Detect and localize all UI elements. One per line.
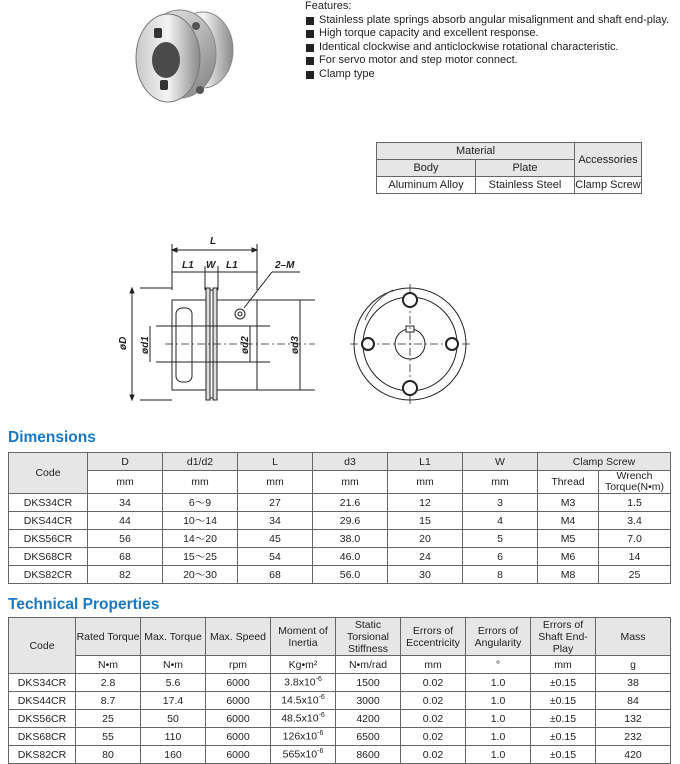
col-code: Code xyxy=(9,453,88,494)
dimensions-heading: Dimensions xyxy=(8,429,96,446)
table-row xyxy=(9,746,671,764)
table-row xyxy=(9,548,671,566)
bullet-square-icon xyxy=(306,30,314,38)
body-header: Body xyxy=(377,160,476,177)
table-cell: 3.4 xyxy=(599,512,671,530)
model-code: DKS34CR xyxy=(9,674,76,692)
table-cell: 132 xyxy=(596,710,671,728)
table-cell: 68 xyxy=(88,548,163,566)
model-code: DKS34CR xyxy=(9,494,88,512)
dim-L: L xyxy=(210,236,217,247)
inertia-cell xyxy=(271,692,336,710)
bullet-square-icon xyxy=(306,17,314,25)
table-cell: 0.02 xyxy=(401,692,466,710)
table-cell: 1.0 xyxy=(466,674,531,692)
unit: g xyxy=(596,656,671,674)
table-cell: 6 xyxy=(463,548,538,566)
model-code: DKS44CR xyxy=(9,692,76,710)
inertia-cell xyxy=(271,746,336,764)
table-cell: 6000 xyxy=(206,746,271,764)
table-cell: M6 xyxy=(538,548,599,566)
col-thread: Thread xyxy=(538,471,599,494)
table-cell: 6500 xyxy=(336,728,401,746)
col-code: Code xyxy=(9,618,76,674)
inertia-mantissa: 126x10 xyxy=(282,730,318,743)
model-code: DKS68CR xyxy=(9,728,76,746)
table-cell: 38 xyxy=(596,674,671,692)
unit: mm xyxy=(401,656,466,674)
table-cell: 20 xyxy=(388,530,463,548)
table-cell: 10～14 xyxy=(163,512,238,530)
table-cell: 55 xyxy=(76,728,141,746)
table-cell: 8600 xyxy=(336,746,401,764)
table-cell: ±0.15 xyxy=(531,746,596,764)
table-cell: 6000 xyxy=(206,692,271,710)
material-table xyxy=(376,142,642,194)
table-cell: 54 xyxy=(238,548,313,566)
body-value: Aluminum Alloy xyxy=(377,177,476,194)
table-cell: ±0.15 xyxy=(531,674,596,692)
dim-2M: 2–M xyxy=(275,260,295,271)
model-code: DKS56CR xyxy=(9,710,76,728)
table-cell: 56 xyxy=(88,530,163,548)
table-cell: 6～9 xyxy=(163,494,238,512)
table-cell: M8 xyxy=(538,566,599,584)
table-cell: 1.0 xyxy=(466,710,531,728)
table-cell: 0.02 xyxy=(401,746,466,764)
table-cell: 1.0 xyxy=(466,746,531,764)
col-D: D xyxy=(88,453,163,471)
dim-d1: ød1 xyxy=(140,336,151,354)
table-cell: 1.0 xyxy=(466,728,531,746)
col-W: W xyxy=(463,453,538,471)
table-cell: M5 xyxy=(538,530,599,548)
table-cell: 12 xyxy=(388,494,463,512)
inertia-mantissa: 14.5x10 xyxy=(281,694,319,707)
dimensions-table xyxy=(8,452,671,584)
feature-item: For servo motor and step motor connect. xyxy=(305,54,675,68)
col-angularity: Errors of Angularity xyxy=(466,618,531,656)
dim-D: øD xyxy=(118,336,129,350)
unit: Kg•m² xyxy=(271,656,336,674)
table-cell: 8 xyxy=(463,566,538,584)
table-cell: 232 xyxy=(596,728,671,746)
inertia-mantissa: 48.5x10 xyxy=(281,712,319,725)
table-cell: M4 xyxy=(538,512,599,530)
material-header: Material xyxy=(377,143,575,160)
feature-item: Clamp type xyxy=(305,68,675,82)
table-cell: 20～30 xyxy=(163,566,238,584)
table-cell: 1.5 xyxy=(599,494,671,512)
table-cell: 0.02 xyxy=(401,674,466,692)
table-cell: 82 xyxy=(88,566,163,584)
table-cell: 7.0 xyxy=(599,530,671,548)
coupling-product-photo xyxy=(118,0,248,118)
table-row xyxy=(9,692,671,710)
features-title: Features: xyxy=(305,0,352,12)
col-rated-torque: Rated Torque xyxy=(76,618,141,656)
col-max-torque: Max. Torque xyxy=(141,618,206,656)
unit: rpm xyxy=(206,656,271,674)
unit: mm xyxy=(388,471,463,494)
table-cell: 25 xyxy=(76,710,141,728)
inertia-exponent: -6 xyxy=(318,712,325,720)
table-cell: 5.6 xyxy=(141,674,206,692)
unit: mm xyxy=(238,471,313,494)
inertia-cell xyxy=(271,710,336,728)
table-cell: 38.0 xyxy=(313,530,388,548)
table-cell: 24 xyxy=(388,548,463,566)
table-cell: 110 xyxy=(141,728,206,746)
table-cell: 5 xyxy=(463,530,538,548)
table-cell: 50 xyxy=(141,710,206,728)
unit: N•m xyxy=(141,656,206,674)
inertia-exponent: -6 xyxy=(318,694,325,702)
inertia-mantissa: 3.8x10 xyxy=(284,676,316,689)
accessories-header: Accessories xyxy=(575,143,642,177)
table-row xyxy=(9,512,671,530)
col-wrench-torque: Wrench Torque(N•m) xyxy=(599,471,671,494)
table-cell: 3 xyxy=(463,494,538,512)
col-mass: Mass xyxy=(596,618,671,656)
inertia-cell xyxy=(271,728,336,746)
table-cell: 34 xyxy=(88,494,163,512)
dim-W: W xyxy=(206,260,216,271)
bullet-square-icon xyxy=(306,57,314,65)
table-row xyxy=(9,494,671,512)
table-cell: 4200 xyxy=(336,710,401,728)
technical-table xyxy=(8,617,671,764)
col-clamp-screw: Clamp Screw xyxy=(538,453,671,471)
table-cell: 2.8 xyxy=(76,674,141,692)
table-cell: 14 xyxy=(599,548,671,566)
table-cell: 6000 xyxy=(206,728,271,746)
table-cell: 27 xyxy=(238,494,313,512)
col-L: L xyxy=(238,453,313,471)
dim-L1-right: L1 xyxy=(226,260,238,271)
dim-d3: ød3 xyxy=(290,336,301,354)
dim-d2: ød2 xyxy=(240,336,251,354)
feature-item: High torque capacity and excellent response. xyxy=(305,27,675,41)
plate-value: Stainless Steel xyxy=(476,177,575,194)
feature-item: Identical clockwise and anticlockwise rotational characteristic. xyxy=(305,41,675,55)
technical-drawing xyxy=(110,230,480,410)
table-cell: 4 xyxy=(463,512,538,530)
col-d3: d3 xyxy=(313,453,388,471)
col-stiffness: Static Torsional Stiffness xyxy=(336,618,401,656)
unit: N•m xyxy=(76,656,141,674)
col-moment-inertia: Moment of Inertia xyxy=(271,618,336,656)
table-cell: ±0.15 xyxy=(531,710,596,728)
table-cell: 29.6 xyxy=(313,512,388,530)
table-cell: 1.0 xyxy=(466,692,531,710)
table-cell: 44 xyxy=(88,512,163,530)
table-cell: 80 xyxy=(76,746,141,764)
table-cell: 0.02 xyxy=(401,728,466,746)
unit: mm xyxy=(531,656,596,674)
model-code: DKS82CR xyxy=(9,746,76,764)
col-end-play: Errors of Shaft End-Play xyxy=(531,618,596,656)
unit: mm xyxy=(463,471,538,494)
table-cell: 68 xyxy=(238,566,313,584)
model-code: DKS56CR xyxy=(9,530,88,548)
table-cell: 17.4 xyxy=(141,692,206,710)
dim-L1-left: L1 xyxy=(182,260,194,271)
table-row xyxy=(9,728,671,746)
col-L1: L1 xyxy=(388,453,463,471)
model-code: DKS44CR xyxy=(9,512,88,530)
table-cell: 84 xyxy=(596,692,671,710)
feature-item: Stainless plate springs absorb angular misalignment and shaft end-play. xyxy=(305,14,675,28)
table-cell: 6000 xyxy=(206,674,271,692)
table-cell: 21.6 xyxy=(313,494,388,512)
accessories-value: Clamp Screw xyxy=(575,177,642,194)
table-cell: 1500 xyxy=(336,674,401,692)
model-code: DKS68CR xyxy=(9,548,88,566)
model-code: DKS82CR xyxy=(9,566,88,584)
table-cell: 56.0 xyxy=(313,566,388,584)
unit: N•m/rad xyxy=(336,656,401,674)
table-cell: 15～25 xyxy=(163,548,238,566)
unit: mm xyxy=(88,471,163,494)
col-d1d2: d1/d2 xyxy=(163,453,238,471)
table-cell: 8.7 xyxy=(76,692,141,710)
table-cell: ±0.15 xyxy=(531,692,596,710)
inertia-exponent: -6 xyxy=(315,676,322,684)
table-cell: 34 xyxy=(238,512,313,530)
bullet-square-icon xyxy=(306,44,314,52)
table-cell: 30 xyxy=(388,566,463,584)
table-cell: 3000 xyxy=(336,692,401,710)
table-cell: 45 xyxy=(238,530,313,548)
unit: mm xyxy=(163,471,238,494)
plate-header: Plate xyxy=(476,160,575,177)
unit: mm xyxy=(313,471,388,494)
table-cell: ±0.15 xyxy=(531,728,596,746)
col-max-speed: Max. Speed xyxy=(206,618,271,656)
table-row xyxy=(9,566,671,584)
table-cell: 15 xyxy=(388,512,463,530)
front-view xyxy=(350,284,470,404)
table-row xyxy=(9,674,671,692)
table-cell: 46.0 xyxy=(313,548,388,566)
inertia-exponent: -6 xyxy=(317,748,324,756)
table-cell: 6000 xyxy=(206,710,271,728)
table-row xyxy=(9,530,671,548)
table-cell: 14～20 xyxy=(163,530,238,548)
table-cell: 25 xyxy=(599,566,671,584)
bullet-square-icon xyxy=(306,71,314,79)
technical-heading: Technical Properties xyxy=(8,596,160,613)
features-list xyxy=(305,0,675,81)
table-row xyxy=(9,710,671,728)
inertia-mantissa: 565x10 xyxy=(282,748,318,761)
unit: ° xyxy=(466,656,531,674)
inertia-exponent: -6 xyxy=(317,730,324,738)
table-cell: 420 xyxy=(596,746,671,764)
inertia-cell xyxy=(271,674,336,692)
col-eccentricity: Errors of Eccentricity xyxy=(401,618,466,656)
table-cell: M3 xyxy=(538,494,599,512)
table-cell: 160 xyxy=(141,746,206,764)
table-cell: 0.02 xyxy=(401,710,466,728)
